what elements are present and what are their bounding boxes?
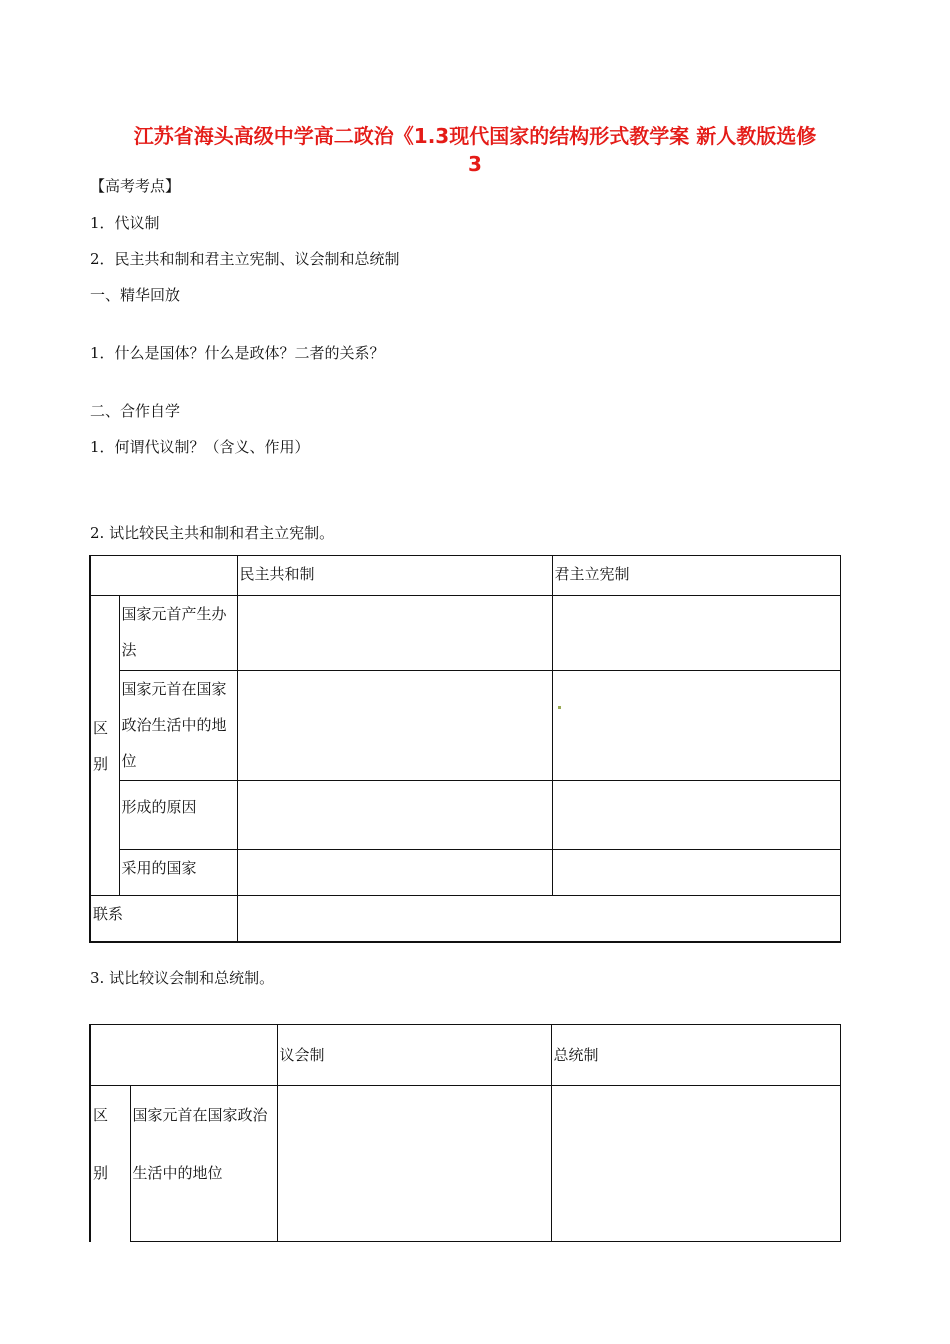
- section-heading-1: 一、精华回放: [90, 286, 181, 304]
- answer-cell[interactable]: [277, 1086, 551, 1242]
- table-corner-cell: [90, 1025, 277, 1086]
- row-group-label: 区 别: [90, 1086, 130, 1242]
- row-label: 国家元首产生办法: [119, 596, 237, 671]
- answer-cell[interactable]: [237, 850, 552, 896]
- column-header: 议会制: [277, 1025, 551, 1086]
- answer-cell[interactable]: [552, 596, 840, 671]
- question-2-3: 3. 试比较议会制和总统制。: [90, 969, 275, 987]
- section-heading-2: 二、合作自学: [90, 402, 181, 420]
- title-line-2: 3: [468, 152, 482, 176]
- question-2-1: 1．何谓代议制？（含义、作用）: [90, 438, 310, 456]
- answer-cell[interactable]: [237, 781, 552, 850]
- table-corner-cell: [90, 556, 237, 596]
- column-header: 民主共和制: [237, 556, 552, 596]
- answer-cell[interactable]: [237, 671, 552, 781]
- answer-cell[interactable]: [237, 596, 552, 671]
- column-header: 总统制: [551, 1025, 840, 1086]
- question-2-2: 2. 试比较民主共和制和君主立宪制。: [90, 524, 335, 542]
- exam-point-1: 1．代议制: [90, 214, 160, 232]
- comparison-table-parliamentary-presidential: [89, 1024, 841, 1242]
- row-label-link: 联系: [90, 896, 237, 942]
- question-1: 1．什么是国体？什么是政体？二者的关系？: [90, 344, 385, 362]
- row-label: 国家元首在国家政治生活中的地位: [119, 671, 237, 781]
- exam-point-2: 2．民主共和制和君主立宪制、议会制和总统制: [90, 250, 400, 268]
- answer-cell[interactable]: [552, 781, 840, 850]
- exam-points-header: 【高考考点】: [90, 177, 181, 195]
- comparison-table-republic-monarchy: [89, 555, 841, 943]
- answer-cell[interactable]: [552, 671, 840, 781]
- row-group-label: 区 别: [90, 596, 119, 896]
- document-title: [60, 122, 890, 178]
- row-label: 形成的原因: [119, 781, 237, 850]
- stray-mark: [558, 706, 561, 709]
- title-line-1: 江苏省海头高级中学高二政治《1.3现代国家的结构形式教学案 新人教版选修: [133, 124, 817, 148]
- column-header: 君主立宪制: [552, 556, 840, 596]
- row-label: 采用的国家: [119, 850, 237, 896]
- answer-cell[interactable]: [237, 896, 840, 942]
- answer-cell[interactable]: [552, 850, 840, 896]
- answer-cell[interactable]: [551, 1086, 840, 1242]
- row-label: 国家元首在国家政治生活中的地位: [130, 1086, 277, 1242]
